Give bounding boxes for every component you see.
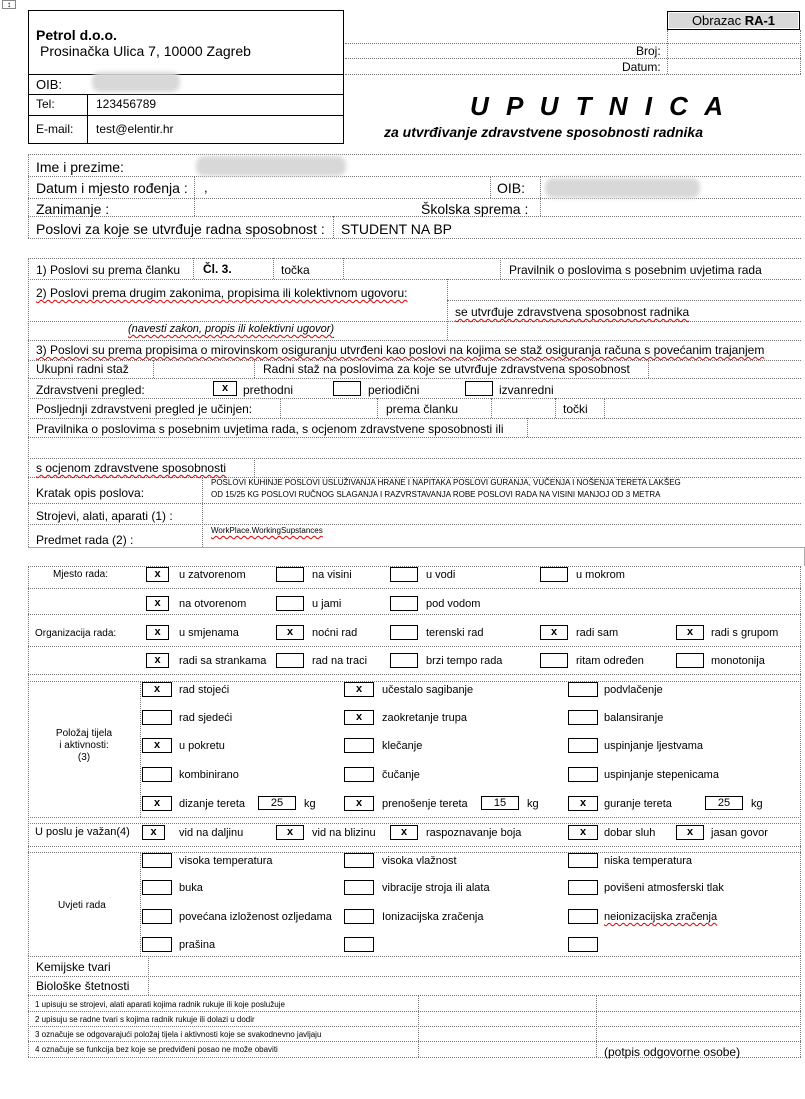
posture-twisting-label: zaokretanje trupa [382,712,467,724]
cond-vibration-checkbox[interactable] [344,880,374,895]
tools-label: Strojevi, alati, aparati (1) : [36,509,173,523]
load-carry-checkbox[interactable]: x [344,796,374,811]
company-email-label: E-mail: [36,122,74,136]
footnote-3: 3 označuje se odgovarajući položaj tijela i aktivnosti koje se svakodnevno javljaju [35,1030,322,1039]
reg2-right: se utvrđuje zdravstvena sposobnost radnika [455,305,690,319]
org-shifts-label: u smjenama [179,627,239,639]
posture-bending-checkbox[interactable]: x [344,682,374,697]
posture-squatting-checkbox[interactable] [344,767,374,782]
special-experience-label: Radni staž na poslovima za koje se utvrđuje zdravstvena sposobnost [263,362,630,376]
load-lift-unit: kg [304,798,316,810]
posture-sitting-checkbox[interactable] [142,710,172,725]
important-colors-checkbox[interactable]: x [390,825,418,840]
posture-stairs-label: uspinjanje stepenicama [604,769,719,781]
load-push-value[interactable]: 25 [705,796,743,810]
company-oib-label: OIB: [36,77,63,92]
job-desc-line1: POSLOVI KUHINJE POSLOVI USLUŽIVANJA HRANE I NAPITAKA POSLOVI GURANJA, VUČENJA I NOŠENJA TERETA LAKŠEG [211,478,681,487]
reg2-hint: (navesti zakon, propis ili kolektivni ugovor) [128,323,335,335]
cond-humidity-checkbox[interactable] [344,853,374,868]
birth-label: Datum i mjesto rođenja : [36,180,188,196]
posture-ladders-checkbox[interactable] [568,738,598,753]
important-hearing-checkbox[interactable]: x [568,825,598,840]
name-label: Ime i prezime: [36,159,124,175]
place-wet-label: u mokrom [576,569,625,581]
org-field-checkbox[interactable] [390,625,418,640]
exam-previous-label: prethodni [243,383,294,397]
place-height-label: na visini [312,569,352,581]
cond-nonionizing-label: neionizacijska zračenja [604,911,718,923]
exam-previous-checkbox[interactable]: x [213,381,237,396]
place-underwater-checkbox[interactable] [390,596,418,611]
org-clients-checkbox[interactable]: x [146,653,169,668]
rating-line: s ocjenom zdravstvene sposobnosti [36,461,227,475]
posture-crawling-checkbox[interactable] [568,682,598,697]
org-field-label: terenski rad [426,627,484,639]
exam-extra-label: izvanredni [499,383,554,397]
posture-balancing-label: balansiranje [604,712,664,724]
org-monotony-label: monotonija [711,655,765,667]
org-alone-label: radi sam [576,627,619,639]
reg1-point: točka [281,263,310,277]
cond-high-temp-label: visoka temperatura [179,855,273,867]
important-near-vision-checkbox[interactable]: x [276,825,304,840]
place-underwater-label: pod vodom [426,598,481,610]
form-code: RA-1 [744,13,776,28]
biological-label: Biološke štetnosti [36,979,130,993]
jobs-value: STUDENT NA BP [341,221,452,237]
subject-value: WorkPlace.WorkingSupstances [211,526,323,535]
load-lift-checkbox[interactable]: x [142,796,172,811]
posture-combined-checkbox[interactable] [142,767,172,782]
important-near-vision-label: vid na blizinu [312,827,376,839]
cond-pressure-checkbox[interactable] [568,880,598,895]
anchor-icon: ↕ [2,0,16,9]
place-wet-checkbox[interactable] [540,567,568,582]
place-closed-checkbox[interactable]: x [146,567,169,582]
posture-bending-label: učestalo sagibanje [382,684,474,696]
cond-high-temp-checkbox[interactable] [142,853,172,868]
form-subtitle: za utvrđivanje zdravstvene sposobnosti radnika [384,124,703,140]
org-tempo-checkbox[interactable] [390,653,418,668]
place-pit-label: u jami [312,598,342,610]
posture-ladders-label: uspinjanje ljestvama [604,740,704,752]
cond-injury-label: povećana izloženost ozljedama [179,911,332,923]
org-group-checkbox[interactable]: x [676,625,704,640]
place-open-label: na otvorenom [179,598,247,610]
cond-vibration-label: vibracije stroja ili alata [382,882,490,894]
cond-injury-checkbox[interactable] [142,909,172,924]
posture-squatting-label: čučanje [382,769,420,781]
reg2-label: 2) Poslovi prema drugim zakonima, propisima ili kolektivnom ugovoru: [36,286,408,300]
important-speech-checkbox[interactable]: x [676,825,704,840]
form-title: U P U T N I C A [470,91,728,121]
company-tel: 123456789 [96,97,157,111]
place-closed-label: u zatvorenom [179,569,246,581]
footnote-2: 2 upisuju se radne tvari s kojima radnik rukuje ili dolazi u dodir [35,1015,255,1024]
job-desc-label: Kratak opis poslova: [36,486,145,500]
posture-stairs-checkbox[interactable] [568,767,598,782]
cond-extra1-checkbox[interactable] [344,937,374,952]
last-exam-label: Posljednji zdravstveni pregled je učinjen: [36,402,253,416]
posture-twisting-checkbox[interactable]: x [344,710,374,725]
place-label: Mjesto rada: [53,569,109,580]
important-far-vision-label: vid na daljinu [179,827,244,839]
org-rhythm-label: ritam određen [576,655,644,667]
cond-dust-label: prašina [179,939,216,951]
important-hearing-label: dobar sluh [604,827,656,839]
load-carry-unit: kg [527,798,539,810]
points-label: točki [563,402,588,416]
load-lift-label: dizanje tereta [179,798,246,810]
org-shifts-checkbox[interactable]: x [146,625,169,640]
important-far-vision-checkbox[interactable]: x [142,825,165,840]
exam-label: Zdravstveni pregled: [36,383,145,397]
load-lift-value[interactable]: 25 [258,796,296,810]
posture-sitting-label: rad sjedeći [179,712,233,724]
per-article-label: prema članku [386,402,459,416]
cond-noise-checkbox[interactable] [142,880,172,895]
exam-extra-checkbox[interactable] [465,381,493,396]
important-colors-label: raspoznavanje boja [426,827,522,839]
cond-ionizing-checkbox[interactable] [344,909,374,924]
cond-dust-checkbox[interactable] [142,937,172,952]
chemical-label: Kemijske tvari [36,960,111,974]
cond-nonionizing-checkbox[interactable] [568,909,598,924]
rules-line: Pravilnika o poslovima s posebnim uvjetima rada, s ocjenom zdravstvene sposobnosti ili [36,422,504,436]
posture-moving-checkbox[interactable]: x [142,738,172,753]
posture-crawling-label: podvlačenje [604,684,663,696]
datum-label: Datum: [622,60,661,74]
posture-standing-checkbox[interactable]: x [142,682,172,697]
form-code-prefix: Obrazac [691,13,742,28]
place-water-checkbox[interactable] [390,567,418,582]
footnote-1: 1 upisuju se strojevi, alati aparati kojima radnik rukuje ili koje poslužuje [35,1000,285,1009]
load-carry-value[interactable]: 15 [481,796,519,810]
org-clients-label: radi sa strankama [179,655,267,667]
org-night-checkbox[interactable]: x [276,625,304,640]
form-code-box [667,11,800,30]
cond-low-temp-label: niska temperatura [604,855,693,867]
broj-label: Broj: [636,44,661,58]
org-label: Organizacija rada: [35,628,117,639]
reg3-label: 3) Poslovi su prema propisima o mirovinskom osiguranju utvrđeni kao poslovi na kojima se staž osiguranja računa s povećanim trajanjem [36,343,765,357]
occupation-label: Zanimanje : [36,201,110,217]
org-group-label: radi s grupom [711,627,779,639]
load-push-unit: kg [751,798,763,810]
posture-standing-label: rad stojeći [179,684,230,696]
worker-oib-label: OIB: [497,180,526,196]
cond-low-temp-checkbox[interactable] [568,853,598,868]
company-name: Petrol d.o.o. [36,27,117,43]
posture-moving-label: u pokretu [179,740,225,752]
place-water-label: u vodi [426,569,456,581]
load-push-label: guranje tereta [604,798,672,810]
place-height-checkbox[interactable] [276,567,304,582]
birth-separator: , [204,180,208,195]
important-label: U poslu je važan(4) [35,826,130,838]
cond-ionizing-label: Ionizacijska zračenja [382,911,484,923]
conditions-label: Uvjeti rada [58,900,106,911]
load-carry-label: prenošenje tereta [382,798,468,810]
org-monotony-checkbox[interactable] [676,653,704,668]
cond-humidity-label: visoka vlažnost [382,855,457,867]
cond-pressure-label: povišeni atmosferski tlak [604,882,724,894]
org-rhythm-checkbox[interactable] [540,653,568,668]
total-experience-label: Ukupni radni staž [36,362,129,376]
job-desc-line2: OD 15/25 KG POSLOVI RUČNOG SLAGANJA I RAZVRSTAVANJA ROBE POSLOVI RADA NA VISINI MANJOJ OD 3 METRA [211,490,661,499]
signature-label: (potpis odgovorne osobe) [604,1045,741,1059]
cond-noise-label: buka [179,882,203,894]
reg1-regulation: Pravilnik o poslovima s posebnim uvjetima rada [509,263,762,277]
footnote-4: 4 označuje se funkcija bez koje se predviđeni posao ne može obaviti [35,1045,278,1054]
posture-label: Položaj tijela i aktivnosti: (3) [55,728,113,763]
company-email: test@elentir.hr [96,122,174,136]
company-tel-label: Tel: [36,97,55,111]
place-pit-checkbox[interactable] [276,596,304,611]
important-speech-label: jasan govor [711,827,768,839]
subject-label: Predmet rada (2) : [36,533,134,547]
jobs-label: Poslovi za koje se utvrđuje radna sposobnost : [36,221,325,237]
org-alone-checkbox[interactable]: x [540,625,568,640]
load-push-checkbox[interactable]: x [568,796,598,811]
org-night-label: noćni rad [312,627,358,639]
cond-extra2-checkbox[interactable] [568,937,598,952]
posture-kneeling-checkbox[interactable] [344,738,374,753]
company-address: Prosinačka Ulica 7, 10000 Zagreb [40,43,251,59]
exam-periodic-checkbox[interactable] [333,381,361,396]
posture-combined-label: kombinirano [179,769,239,781]
place-open-checkbox[interactable]: x [146,596,169,611]
org-line-label: rad na traci [312,655,368,667]
posture-balancing-checkbox[interactable] [568,710,598,725]
education-label: Školska sprema : [421,201,529,217]
reg1-article: Čl. 3. [203,262,232,276]
org-line-checkbox[interactable] [276,653,304,668]
org-tempo-label: brzi tempo rada [426,655,503,667]
posture-kneeling-label: klečanje [382,740,423,752]
exam-periodic-label: periodični [368,383,420,397]
reg1-label: 1) Poslovi su prema članku [36,263,181,277]
